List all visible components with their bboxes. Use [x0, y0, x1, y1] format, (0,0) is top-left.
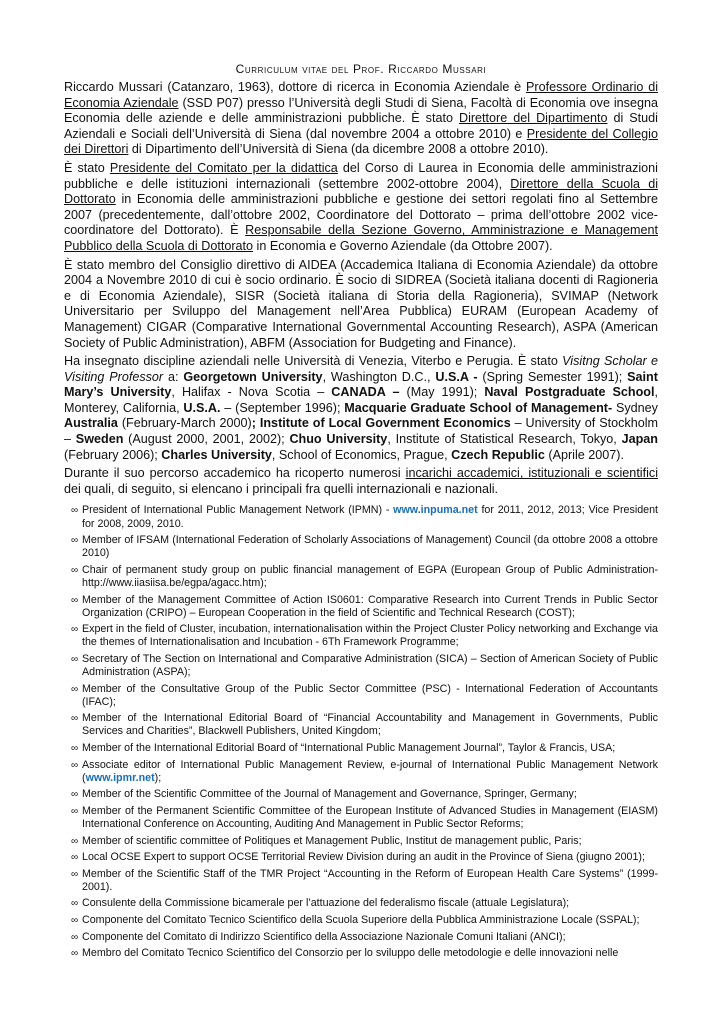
list-item [64, 653, 658, 679]
underlined-text: Responsabile della Sezione Governo, Amministrazione e Management Pubblico della Scuola di Dottorato [64, 223, 658, 253]
bullet-icon: ∞ [71, 948, 79, 960]
bullet-icon: ∞ [71, 852, 79, 864]
bullet-icon: ∞ [71, 505, 79, 517]
bold-text: Japan [621, 432, 658, 447]
text-run: del Corso di Laurea in Economia delle amministrazioni pubbliche e delle istituzioni internazionali (settembre 2002-ottobre 2004), [64, 160, 658, 191]
italic-text: Visitng Scholar e Visiting Professor [64, 354, 658, 384]
bullet-icon: ∞ [71, 594, 79, 606]
bold-text: Georgetown University [183, 369, 323, 384]
bullet-icon: ∞ [71, 564, 79, 576]
bold-text: Australia [64, 416, 118, 431]
text-run: Member of the Permanent Scientific Committee of the European Institute of Advanced Studies in Management (EIASM) International Conference on Accounting, Auditing And Management in Public Sector Reforms; [82, 804, 658, 830]
list-item [64, 742, 658, 755]
text-run: dei quali, di seguito, si elencano i principali fra quelli internazionali e nazionali. [64, 481, 499, 496]
paragraph [64, 354, 658, 463]
text-run: Associate editor of International Public Management Review, e-journal of International Public Management Network ( [82, 758, 658, 784]
text-run: Member of the Consultative Group of the Public Sector Committee (PSC) - International Federation of Accountants (IFAC); [82, 682, 658, 708]
bullet-icon: ∞ [71, 805, 79, 817]
bold-text: Czech Republic [451, 447, 545, 462]
text-run: Member of the International Editorial Board of “International Public Management Journal”, Taylor & Francis, USA; [82, 741, 616, 754]
text-run: (February 2006); [64, 447, 162, 462]
text-run: Componente del Comitato di Indirizzo Scientifico della Associazione Nazionale Comuni Italiani (ANCI); [82, 930, 566, 943]
underlined-text: Presidente del Comitato per la didattica [109, 160, 338, 175]
text-run: È stato membro del Consiglio direttivo di AIDEA (Accademica Italiana di Economia Aziendale) da ottobre 2004 a Novembre 2010 di cui è socio ordinario. È socio di SIDREA (Società italiana docenti di Ragioneria e di Economia Aziendale), SISR (Società italiana di Storia della Ragioneria), SVIMAP (Network Universitario per Sviluppo del Management nell’Area Pubblica) EURAM (European Academy of Management) CIGAR (Comparative International Governmental Accounting Research), ASPA (American Society of Public Administration), ABFM (Association for Budgeting and Finance). [64, 257, 658, 350]
text-run: (February-March 2000) [117, 416, 252, 431]
text-run: (Aprile 2007). [544, 447, 624, 462]
text-run: a: [163, 369, 184, 384]
paragraph [64, 258, 658, 352]
underlined-text: incarichi accademici, istituzionali e scientifici [405, 466, 659, 481]
list-item [64, 504, 658, 530]
list-item [64, 712, 658, 738]
paragraph [64, 80, 658, 158]
paragraphs [64, 80, 658, 497]
bold-text: ; Institute of Local Government Economics [251, 416, 511, 431]
bullet-icon: ∞ [71, 742, 79, 754]
bullet-icon: ∞ [71, 759, 79, 771]
bold-text: Chuo University [289, 432, 388, 447]
text-run: in Economia delle amministrazioni pubbliche e gestione dei settori regolati fino al Settembre 2007 (precedentemente, dall’ottobre 2002, Coordinatore del Dottorato – prima dell’ottobre 2002 vice-coordinatore del Dottorato). È [64, 192, 658, 238]
list-item [64, 805, 658, 831]
text-run: Chair of permanent study group on public financial management of EGPA (European Group of Public Administration-http://www.iiasiisa.be/egpa/agacc.htm); [82, 563, 658, 589]
text-run: Member of scientific committee of Politiques et Management Public, Institut de management public, Paris; [82, 834, 582, 847]
text-run: Member of the Scientific Committee of the Journal of Management and Governance, Springer, Germany; [82, 788, 577, 801]
bullet-icon: ∞ [71, 683, 79, 695]
list-item [64, 683, 658, 709]
text-run: Componente del Comitato Tecnico Scientifico della Scuola Superiore della Pubblica Amministrazione Locale (SSPAL); [82, 913, 640, 926]
list-item [64, 868, 658, 894]
bold-text: CANADA – [331, 385, 400, 400]
text-run: , Washington D.C., [322, 369, 436, 384]
text-run: , Monterey, California, [64, 385, 658, 415]
bullet-icon: ∞ [71, 868, 79, 880]
bullet-icon: ∞ [71, 931, 79, 943]
text-run: Member of the International Editorial Board of “Financial Accountability and Management in Governments, Public Services and Charities”, Blackwell Publishers, United Kingdom; [82, 712, 658, 738]
list-item [64, 564, 658, 590]
text-run: , School of Economics, Prague, [271, 447, 452, 462]
text-run: Ha insegnato discipline aziendali nelle Università di Venezia, Viterbo e Perugia. È stato [64, 354, 563, 369]
bullet-icon: ∞ [71, 835, 79, 847]
text-run: È stato [64, 160, 110, 175]
text-run: Secretary of The Section on International and Comparative Administration (SICA) – Section of American Society of Public Administration (ASPA); [82, 652, 658, 678]
text-run: di Studi Aziendali e Sociali dell’Università di Siena (dal novembre 2004 a ottobre 2010) e [64, 111, 658, 141]
bullet-icon: ∞ [71, 914, 79, 926]
bullet-icon: ∞ [71, 789, 79, 801]
text-run: Member of the Management Committee of Action IS0601: Comparative Research into Current Trends in Public Sector Organization (CRIPO) – European Cooperation in the field of Scientific and Technical Research (COST); [82, 593, 658, 619]
paragraph [64, 466, 658, 497]
bullet-icon: ∞ [71, 898, 79, 910]
text-run: (May 1991); [399, 385, 485, 400]
bold-text: U.S.A - [435, 369, 478, 384]
text-run: Expert in the field of Cluster, incubation, internationalisation within the Project Cluster Policy networking and Exchange via the themes of Internationalisation and Incubation - 6Th Framework Programme; [82, 623, 658, 649]
text-run: Durante il suo percorso accademico ha ricoperto numerosi [64, 466, 406, 481]
text-run: Consulente della Commissione bicamerale per l’attuazione del federalismo fiscale (attuale Legislatura); [82, 897, 570, 910]
text-run: Local OCSE Expert to support OCSE Territorial Review Division during an audit in the Province of Siena (giugno 2001); [82, 851, 645, 864]
text-run: Sydney [612, 400, 658, 415]
list-item [64, 851, 658, 864]
underlined-text: Professore Ordinario di Economia Aziendale [64, 80, 658, 110]
appointments-list [64, 504, 658, 960]
text-run: Member of the Scientific Staff of the TMR Project “Accounting in the Reform of European Health Care Systems” (1999-2001). [82, 867, 658, 893]
list-item [64, 835, 658, 848]
text-run: President of International Public Management Network (IPMN) - [82, 504, 394, 517]
document-title: Curriculum vitae del Prof. Riccardo Mussari [235, 62, 487, 76]
list-item [64, 623, 658, 649]
list-item [64, 594, 658, 620]
text-run: Riccardo Mussari (Catanzaro, 1963), dottore di ricerca in Economia Aziendale è [64, 80, 526, 94]
text-run: Member of IFSAM (International Federation of Scholarly Associations of Management) Council (da ottobre 2008 a ottobre 2010) [82, 534, 658, 560]
underlined-text: Presidente del Collegio dei Direttori [64, 126, 658, 157]
text-run: (August 2000, 2001, 2002); [123, 432, 290, 447]
bold-text: Saint Mary’s University [64, 369, 658, 400]
text-run: in Economia e Governo Aziendale (da Ottobre 2007). [253, 238, 553, 253]
text-run: – (September 1996); [220, 400, 345, 415]
text-run: Membro del Comitato Tecnico Scientifico del Consorzio per lo sviluppo delle metodologie e delle innovazioni nelle [82, 947, 619, 960]
list-item [64, 914, 658, 927]
list-item [64, 534, 658, 560]
cv-document [64, 62, 658, 964]
list-item [64, 788, 658, 801]
list-item [64, 759, 658, 785]
bullet-icon: ∞ [71, 624, 79, 636]
list-item [64, 897, 658, 910]
text-run: , Halifax - Nova Scotia – [171, 385, 332, 400]
bold-text: Naval Postgraduate School [484, 385, 655, 400]
bullet-icon: ∞ [71, 713, 79, 725]
text-run: (SSD P07) presso l’Università degli Studi di Siena, Facoltà di Economia ove insegna Economia delle aziende e delle amministrazioni pubbliche. È stato [64, 95, 658, 126]
bold-text: Sweden [75, 432, 124, 447]
text-run: , Institute of Statistical Research, Tokyo, [387, 432, 622, 447]
list-item [64, 931, 658, 944]
web-link[interactable]: www.ipmr.net [85, 771, 155, 784]
text-run: ); [154, 771, 162, 784]
underlined-text: Direttore del Dipartimento [458, 111, 608, 126]
bold-text: Macquarie Graduate School of Management- [344, 400, 613, 415]
bold-text: U.S.A. [183, 400, 221, 415]
text-run: – University of Stockholm – [64, 416, 658, 447]
bold-text: Charles University [161, 447, 272, 462]
paragraph [64, 161, 658, 255]
list-item [64, 947, 658, 960]
text-run: di Dipartimento dell’Università di Siena (da dicembre 2008 a ottobre 2010). [128, 142, 549, 157]
bullet-icon: ∞ [71, 535, 79, 547]
underlined-text: Direttore della Scuola di Dottorato [64, 176, 658, 207]
text-run: (Spring Semester 1991); [477, 369, 628, 384]
text-run: for 2011, 2012, 2013; Vice President for 2008, 2009, 2010. [82, 504, 658, 530]
web-link[interactable]: www.inpuma.net [393, 504, 478, 517]
bullet-icon: ∞ [71, 653, 79, 665]
